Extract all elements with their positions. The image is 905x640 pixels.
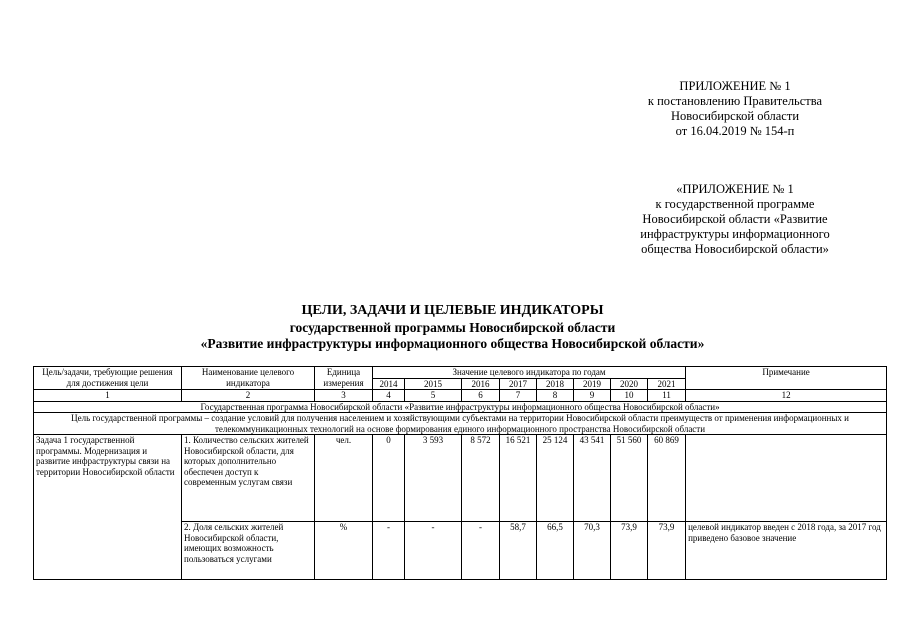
document-title: ЦЕЛИ, ЗАДАЧИ И ЦЕЛЕВЫЕ ИНДИКАТОРЫ bbox=[301, 303, 604, 318]
value-cell: 3 593 bbox=[405, 435, 462, 522]
appendix-line: Новосибирской области bbox=[670, 109, 800, 123]
header-indicator: Наименование целевого индикатора bbox=[182, 367, 315, 390]
year-header: 2014 bbox=[373, 378, 405, 390]
column-number: 3 bbox=[315, 390, 373, 402]
goal-cell: Цель государственной программы – создание условий для получения населением и хозяйствующими субъектами на территории Новосибирской области преимуществ от применения информационных и телекоммуникационных технологий на основе формирования единого информационного пространства Новосибирской области bbox=[34, 413, 887, 435]
appendix-line: от 16.04.2019 № 154-п bbox=[675, 124, 795, 138]
program-name: «Развитие инфраструктуры информационного общества Новосибирской области» bbox=[200, 336, 705, 351]
column-number: 4 bbox=[373, 390, 405, 402]
column-number: 9 bbox=[574, 390, 611, 402]
column-number: 2 bbox=[182, 390, 315, 402]
appendix-line: общества Новосибирской области» bbox=[641, 242, 829, 256]
table-header-row bbox=[34, 367, 887, 379]
value-cell: - bbox=[462, 522, 500, 580]
header-unit: Единица измерения bbox=[315, 367, 373, 390]
appendix-line: к постановлению Правительства bbox=[647, 94, 823, 108]
indicator-cell: 2. Доля сельских жителей Новосибирской области, имеющих возможность пользоваться услугами bbox=[182, 522, 315, 580]
column-number: 11 bbox=[648, 390, 686, 402]
value-cell: 8 572 bbox=[462, 435, 500, 522]
year-header: 2018 bbox=[537, 378, 574, 390]
value-cell: 51 560 bbox=[611, 435, 648, 522]
appendix-line: ПРИЛОЖЕНИЕ № 1 bbox=[679, 79, 791, 93]
value-cell: 16 521 bbox=[500, 435, 537, 522]
document-subtitle: государственной программы Новосибирской области bbox=[289, 320, 616, 335]
value-cell: - bbox=[405, 522, 462, 580]
year-header: 2019 bbox=[574, 378, 611, 390]
value-cell: 0 bbox=[373, 435, 405, 522]
goal-row bbox=[34, 413, 887, 435]
appendix-header bbox=[615, 79, 855, 139]
column-number: 12 bbox=[686, 390, 887, 402]
table-row bbox=[34, 435, 887, 522]
value-cell: 25 124 bbox=[537, 435, 574, 522]
column-number: 10 bbox=[611, 390, 648, 402]
unit-cell: % bbox=[315, 522, 373, 580]
task-cell: Задача 1 государственной программы. Модернизация и развитие инфраструктуры связи на территории Новосибирской области bbox=[34, 435, 182, 580]
year-header: 2015 bbox=[405, 378, 462, 390]
program-cell: Государственная программа Новосибирской области «Развитие инфраструктуры информационного общества Новосибирской области» bbox=[34, 401, 887, 413]
column-number: 5 bbox=[405, 390, 462, 402]
header-goal: Цель/задачи, требующие решения для достижения цели bbox=[34, 367, 182, 390]
value-cell: 60 869 bbox=[648, 435, 686, 522]
value-cell: 66,5 bbox=[537, 522, 574, 580]
appendix-line: инфраструктуры информационного bbox=[640, 227, 830, 241]
header-note: Примечание bbox=[686, 367, 887, 390]
value-cell: 43 541 bbox=[574, 435, 611, 522]
program-row bbox=[34, 401, 887, 413]
column-number: 7 bbox=[500, 390, 537, 402]
value-cell: 73,9 bbox=[648, 522, 686, 580]
indicators-table bbox=[33, 366, 887, 580]
year-header: 2016 bbox=[462, 378, 500, 390]
note-cell: целевой индикатор введен с 2018 года, за 2017 год приведено базовое значение bbox=[686, 522, 887, 580]
year-header: 2017 bbox=[500, 378, 537, 390]
value-cell: 70,3 bbox=[574, 522, 611, 580]
column-number: 1 bbox=[34, 390, 182, 402]
appendix-line: к государственной программе bbox=[655, 197, 815, 211]
appendix-line: «ПРИЛОЖЕНИЕ № 1 bbox=[676, 182, 794, 196]
appendix-line: Новосибирской области «Развитие bbox=[642, 212, 828, 226]
unit-cell: чел. bbox=[315, 435, 373, 522]
year-header: 2020 bbox=[611, 378, 648, 390]
year-header: 2021 bbox=[648, 378, 686, 390]
column-number-row bbox=[34, 390, 887, 402]
value-cell: 58,7 bbox=[500, 522, 537, 580]
column-number: 8 bbox=[537, 390, 574, 402]
column-number: 6 bbox=[462, 390, 500, 402]
value-cell: 73,9 bbox=[611, 522, 648, 580]
value-cell: - bbox=[373, 522, 405, 580]
program-appendix-header bbox=[605, 182, 865, 257]
indicator-cell: 1. Количество сельских жителей Новосибирской области, для которых дополнительно обеспечен доступ к современным услугам связи bbox=[182, 435, 315, 522]
note-cell bbox=[686, 435, 887, 522]
header-values-by-year: Значение целевого индикатора по годам bbox=[373, 367, 686, 379]
